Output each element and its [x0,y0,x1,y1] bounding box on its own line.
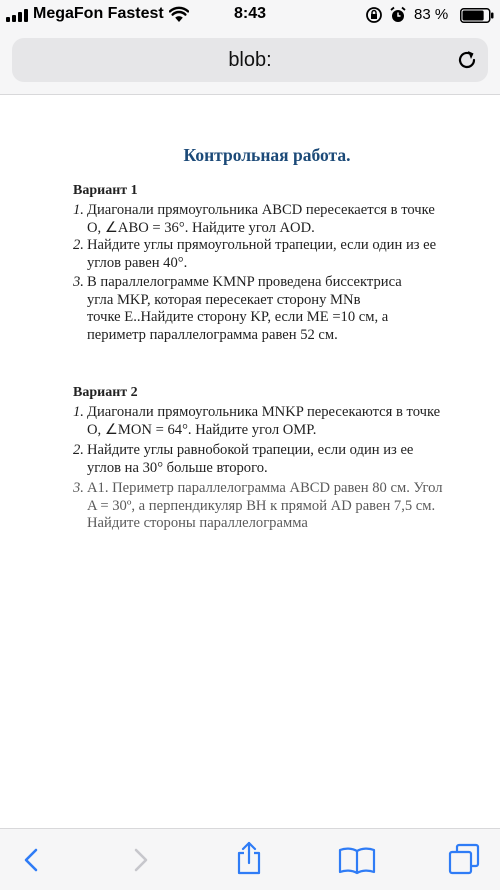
task-line: точке E..Найдите сторону KP, если ME =10 см, а [87,309,389,325]
url-text: blob: [228,49,272,71]
task-line: O, ∠ABO = 36°. Найдите угол AOD. [87,219,315,236]
battery-percent: 83 % [414,6,449,23]
task-number: 2. [73,237,84,253]
task-line: A = 30º, а перпендикуляр BH к прямой AD равен 7,5 см. [87,497,436,514]
alarm-icon [389,6,407,24]
task-line: Найдите углы прямоугольной трапеции, если один из ее [87,237,437,253]
variant-1-task-3 [73,274,483,344]
variant-2-heading: Вариант 2 [73,385,138,400]
task-line: В параллелограмме KMNP проведена биссектриса [87,274,402,290]
variant-1-task-2 [73,237,483,272]
browser-toolbar [0,828,500,890]
task-line: углов равен 40°. [87,254,188,271]
task-number: 1. [73,404,84,420]
status-time: 8:43 [233,5,267,22]
task-line: периметр параллелограмма равен 52 см. [87,326,338,343]
status-bar [0,0,500,30]
bookmarks-icon[interactable] [338,845,376,875]
carrier-name: MegaFon Fastest [33,5,164,22]
task-line: O, ∠MON = 64°. Найдите угол OMP. [87,421,317,438]
task-line: углов на 30° больше второго. [87,459,268,476]
browser-address-bar [0,30,500,95]
task-number: 3. [73,480,84,496]
back-icon[interactable] [17,845,47,875]
variant-1-heading: Вариант 1 [73,183,138,198]
document-page [0,95,500,828]
rotation-lock-icon [365,6,383,24]
variant-1-task-1 [73,202,483,237]
share-icon[interactable] [234,841,264,875]
tabs-icon[interactable] [448,843,480,875]
battery-icon [460,8,494,23]
document-title: Контрольная работа. [183,145,351,165]
task-line: A1. Периметр параллелограмма ABCD равен 80 см. Угол [87,480,443,496]
variant-2-task-2 [73,442,483,477]
reload-icon[interactable] [455,48,479,72]
task-number: 1. [73,202,84,218]
variant-2-task-3 [73,480,483,533]
task-line: угла MKP, которая пересекает сторону MNв [87,291,361,308]
url-field[interactable] [12,38,488,82]
task-line: Найдите углы равнобокой трапеции, если один из ее [87,442,414,458]
task-line: Диагонали прямоугольника MNKP пересекаются в точке [87,404,441,420]
task-number: 2. [73,442,84,458]
task-line: Найдите стороны параллелограмма [87,515,308,531]
task-line: Диагонали прямоугольника ABCD пересекается в точке [87,202,435,218]
variant-2-task-1 [73,404,483,439]
forward-icon[interactable] [125,845,155,875]
task-number: 3. [73,274,84,290]
